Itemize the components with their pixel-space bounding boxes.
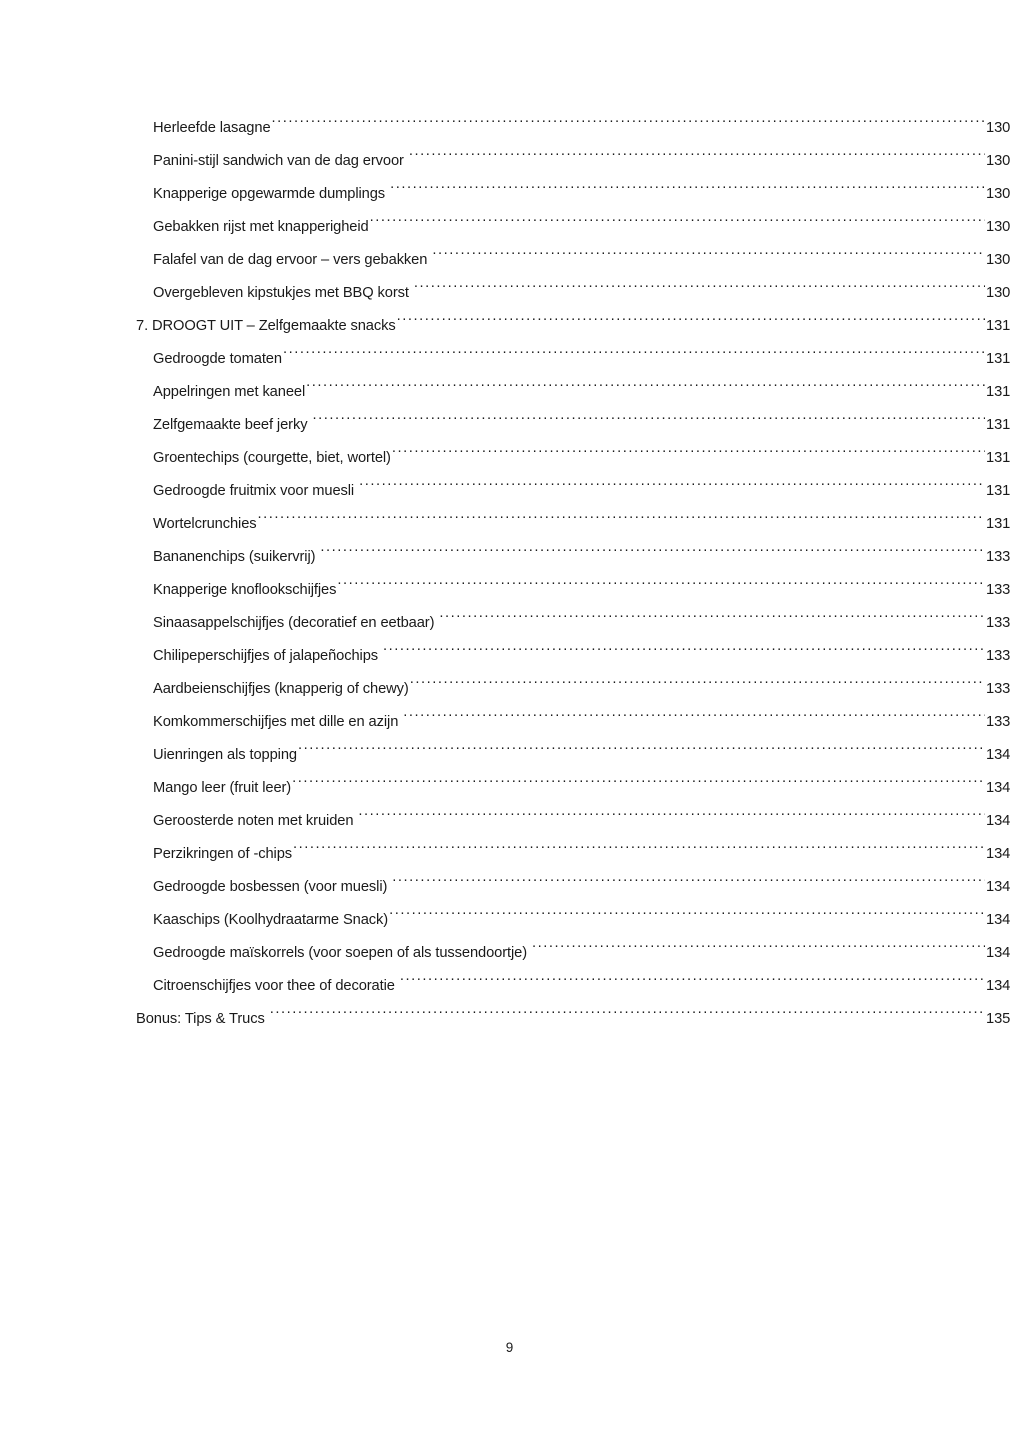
toc-entry-title: Gebakken rijst met knapperigheid	[153, 219, 369, 235]
toc-dot-leader	[390, 184, 985, 198]
toc-entry[interactable]	[0, 244, 1019, 277]
toc-entry-page-number: 130	[986, 153, 1011, 169]
toc-dot-leader	[258, 514, 985, 528]
toc-dot-leader	[312, 415, 985, 429]
toc-entry[interactable]	[0, 904, 1019, 937]
toc-entry[interactable]	[0, 277, 1019, 310]
toc-entry-page-number: 131	[986, 384, 1011, 400]
toc-entry-title: Appelringen met kaneel	[153, 384, 306, 400]
toc-entry-page-number: 133	[986, 615, 1011, 631]
toc-entry[interactable]	[0, 739, 1019, 772]
toc-entry-title: Wortelcrunchies	[153, 516, 257, 532]
toc-entry-page-number: 134	[986, 747, 1011, 763]
toc-entry-title: Chilipeperschijfjes of jalapeñochips	[153, 648, 379, 664]
table-of-contents	[0, 112, 1019, 1036]
toc-entry[interactable]	[0, 937, 1019, 970]
toc-dot-leader	[306, 382, 985, 396]
toc-dot-leader	[320, 547, 985, 561]
toc-entry[interactable]	[0, 541, 1019, 574]
toc-entry[interactable]	[0, 1003, 1019, 1036]
toc-dot-leader	[410, 679, 985, 693]
toc-dot-leader	[270, 1009, 985, 1023]
toc-entry-page-number: 134	[986, 813, 1011, 829]
toc-entry-title: Gedroogde bosbessen (voor muesli)	[153, 879, 388, 895]
toc-entry[interactable]	[0, 706, 1019, 739]
toc-entry[interactable]	[0, 145, 1019, 178]
toc-entry[interactable]	[0, 970, 1019, 1003]
toc-entry-page-number: 135	[986, 1011, 1011, 1027]
toc-entry-title: Sinaasappelschijfjes (decoratief en eetbaar)	[153, 615, 435, 631]
toc-entry-title: Knapperige knoflookschijfjes	[153, 582, 337, 598]
toc-entry[interactable]	[0, 574, 1019, 607]
toc-entry-page-number: 130	[986, 252, 1011, 268]
toc-entry-title: Geroosterde noten met kruiden	[153, 813, 354, 829]
toc-entry[interactable]	[0, 211, 1019, 244]
toc-entry-page-number: 131	[986, 351, 1011, 367]
toc-entry[interactable]	[0, 343, 1019, 376]
toc-entry-page-number: 134	[986, 846, 1011, 862]
toc-entry[interactable]	[0, 112, 1019, 145]
toc-entry[interactable]	[0, 805, 1019, 838]
toc-entry-page-number: 133	[986, 549, 1011, 565]
toc-dot-leader	[392, 448, 985, 462]
toc-entry-title: Citroenschijfjes voor thee of decoratie	[153, 978, 395, 994]
toc-entry-title: Groentechips (courgette, biet, wortel)	[153, 450, 391, 466]
toc-entry[interactable]	[0, 376, 1019, 409]
toc-dot-leader	[283, 349, 985, 363]
toc-entry-page-number: 134	[986, 912, 1011, 928]
toc-entry-title: Mango leer (fruit leer)	[153, 780, 292, 796]
toc-entry-title: 7. DROOGT UIT – Zelfgemaakte snacks	[136, 318, 396, 334]
toc-dot-leader	[370, 217, 985, 231]
toc-entry-page-number: 130	[986, 120, 1011, 136]
toc-dot-leader	[293, 844, 985, 858]
toc-entry-page-number: 133	[986, 648, 1011, 664]
toc-entry-title: Aardbeienschijfjes (knapperig of chewy)	[153, 681, 409, 697]
toc-entry-title: Bananenchips (suikervrij)	[153, 549, 316, 565]
toc-entry-title: Gedroogde tomaten	[153, 351, 282, 367]
toc-entry-page-number: 133	[986, 681, 1011, 697]
toc-entry-title: Bonus: Tips & Trucs	[136, 1011, 265, 1027]
toc-dot-leader	[400, 976, 985, 990]
toc-entry[interactable]	[0, 838, 1019, 871]
toc-entry-title: Falafel van de dag ervoor – vers gebakken	[153, 252, 428, 268]
toc-entry[interactable]	[0, 475, 1019, 508]
toc-dot-leader	[397, 316, 985, 330]
toc-entry[interactable]	[0, 772, 1019, 805]
toc-entry-title: Herleefde lasagne	[153, 120, 271, 136]
toc-entry-title: Komkommerschijfjes met dille en azijn	[153, 714, 399, 730]
toc-dot-leader	[392, 877, 985, 891]
toc-entry-page-number: 131	[986, 417, 1011, 433]
toc-dot-leader	[414, 283, 985, 297]
toc-entry-page-number: 134	[986, 978, 1011, 994]
toc-dot-leader	[337, 580, 985, 594]
toc-dot-leader	[358, 811, 985, 825]
toc-dot-leader	[298, 745, 985, 759]
toc-entry-page-number: 134	[986, 780, 1011, 796]
toc-entry-title: Kaaschips (Koolhydraatarme Snack)	[153, 912, 389, 928]
toc-entry-title: Uienringen als topping	[153, 747, 297, 763]
toc-entry[interactable]	[0, 871, 1019, 904]
toc-entry-page-number: 130	[986, 186, 1011, 202]
page-number-footer: 9	[505, 1340, 514, 1355]
toc-entry-title: Perzikringen of -chips	[153, 846, 293, 862]
toc-dot-leader	[432, 250, 985, 264]
toc-entry[interactable]	[0, 409, 1019, 442]
toc-dot-leader	[359, 481, 985, 495]
toc-entry-title: Panini-stijl sandwich van de dag ervoor	[153, 153, 404, 169]
toc-entry[interactable]	[0, 178, 1019, 211]
toc-dot-leader	[409, 151, 985, 165]
toc-entry-title: Zelfgemaakte beef jerky	[153, 417, 308, 433]
toc-entry-page-number: 131	[986, 516, 1011, 532]
toc-dot-leader	[403, 712, 985, 726]
toc-dot-leader	[292, 778, 985, 792]
toc-entry-page-number: 133	[986, 582, 1011, 598]
toc-entry[interactable]	[0, 673, 1019, 706]
toc-entry-page-number: 130	[986, 285, 1011, 301]
toc-entry[interactable]	[0, 442, 1019, 475]
toc-entry-title: Gedroogde maïskorrels (voor soepen of als tussendoortje)	[153, 945, 528, 961]
toc-entry-page-number: 131	[986, 483, 1011, 499]
toc-entry-page-number: 133	[986, 714, 1011, 730]
toc-entry-page-number: 131	[986, 318, 1011, 334]
toc-dot-leader	[272, 118, 985, 132]
toc-entry-title: Gedroogde fruitmix voor muesli	[153, 483, 355, 499]
toc-entry-page-number: 134	[986, 879, 1011, 895]
toc-dot-leader	[383, 646, 985, 660]
toc-entry[interactable]	[0, 310, 1019, 343]
toc-entry-page-number: 130	[986, 219, 1011, 235]
toc-dot-leader	[389, 910, 985, 924]
toc-entry-title: Knapperige opgewarmde dumplings	[153, 186, 386, 202]
toc-dot-leader	[439, 613, 985, 627]
toc-entry-page-number: 134	[986, 945, 1011, 961]
toc-entry[interactable]	[0, 640, 1019, 673]
toc-dot-leader	[532, 943, 985, 957]
toc-entry[interactable]	[0, 508, 1019, 541]
toc-entry-title: Overgebleven kipstukjes met BBQ korst	[153, 285, 409, 301]
toc-entry[interactable]	[0, 607, 1019, 640]
toc-entry-page-number: 131	[986, 450, 1011, 466]
